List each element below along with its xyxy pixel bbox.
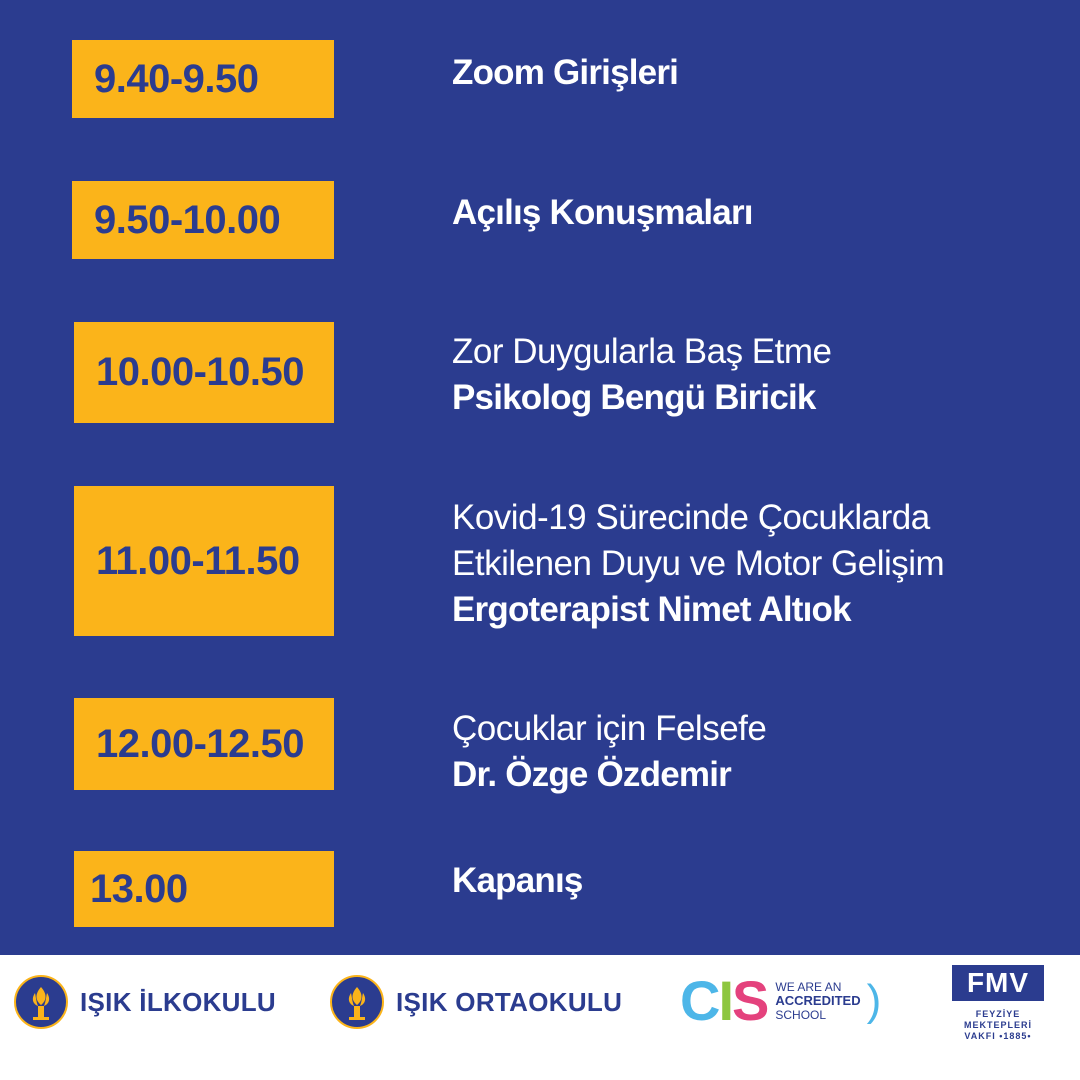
time-slot-5 bbox=[74, 698, 334, 790]
accred-line: SCHOOL bbox=[775, 1008, 827, 1022]
agenda-topic: Kovid-19 Sürecinde Çocuklarda bbox=[452, 498, 930, 537]
torch-emblem-icon bbox=[330, 975, 384, 1029]
agenda-speaker: Ergoterapist Nimet Altıok bbox=[452, 590, 851, 629]
cis-accredited-logo bbox=[680, 969, 882, 1032]
torch-emblem-icon bbox=[14, 975, 68, 1029]
agenda-speaker: Dr. Özge Özdemir bbox=[452, 755, 731, 794]
fmv-caption: VAKFI •1885• bbox=[964, 1031, 1032, 1041]
time-label: 10.00-10.50 bbox=[96, 350, 305, 394]
cis-letter: S bbox=[732, 969, 768, 1032]
agenda-topic: Etkilenen Duyu ve Motor Gelişim bbox=[452, 544, 945, 583]
time-slot-4 bbox=[74, 486, 334, 636]
time-label: 9.50-10.00 bbox=[94, 197, 281, 242]
fmv-mark: FMV bbox=[952, 965, 1044, 1001]
agenda-topic: Zor Duygularla Baş Etme bbox=[452, 332, 832, 371]
agenda-item-4 bbox=[452, 495, 944, 633]
time-slot-6 bbox=[74, 851, 334, 927]
agenda-title: Zoom Girişleri bbox=[452, 53, 679, 92]
fmv-caption: FEYZİYE bbox=[975, 1009, 1021, 1019]
agenda-item-2 bbox=[452, 190, 753, 236]
accreditation-text bbox=[775, 980, 860, 1022]
time-slot-1 bbox=[72, 40, 334, 118]
time-label: 9.40-9.50 bbox=[94, 56, 259, 101]
bracket-icon: ) bbox=[866, 976, 882, 1025]
school-name: IŞIK ORTAOKULU bbox=[396, 986, 623, 1017]
footer-logos bbox=[0, 955, 1080, 1080]
fmv-caption: MEKTEPLERİ bbox=[963, 1020, 1032, 1030]
isik-ortaokulu-logo bbox=[330, 975, 622, 1029]
agenda-item-6 bbox=[452, 858, 583, 904]
cis-letter: I bbox=[718, 969, 733, 1032]
isik-ilkokulu-logo bbox=[14, 975, 276, 1029]
cis-letter: C bbox=[680, 969, 719, 1032]
agenda-title: Açılış Konuşmaları bbox=[452, 193, 753, 232]
accred-line: WE ARE AN bbox=[775, 980, 842, 994]
agenda-item-5 bbox=[452, 706, 766, 798]
cis-mark bbox=[680, 969, 768, 1032]
agenda-item-3 bbox=[452, 329, 831, 421]
time-label: 11.00-11.50 bbox=[96, 538, 300, 583]
fmv-logo bbox=[952, 965, 1044, 1042]
time-label: 12.00-12.50 bbox=[96, 721, 305, 766]
agenda-speaker: Psikolog Bengü Biricik bbox=[452, 378, 816, 417]
time-label: 13.00 bbox=[90, 866, 188, 911]
agenda-title: Kapanış bbox=[452, 861, 583, 900]
time-slot-2 bbox=[72, 181, 334, 259]
school-name: IŞIK İLKOKULU bbox=[80, 986, 277, 1017]
agenda-item-1 bbox=[452, 50, 678, 96]
accred-line: ACCREDITED bbox=[775, 993, 861, 1008]
agenda-topic: Çocuklar için Felsefe bbox=[452, 709, 767, 748]
time-slot-3 bbox=[74, 322, 334, 423]
